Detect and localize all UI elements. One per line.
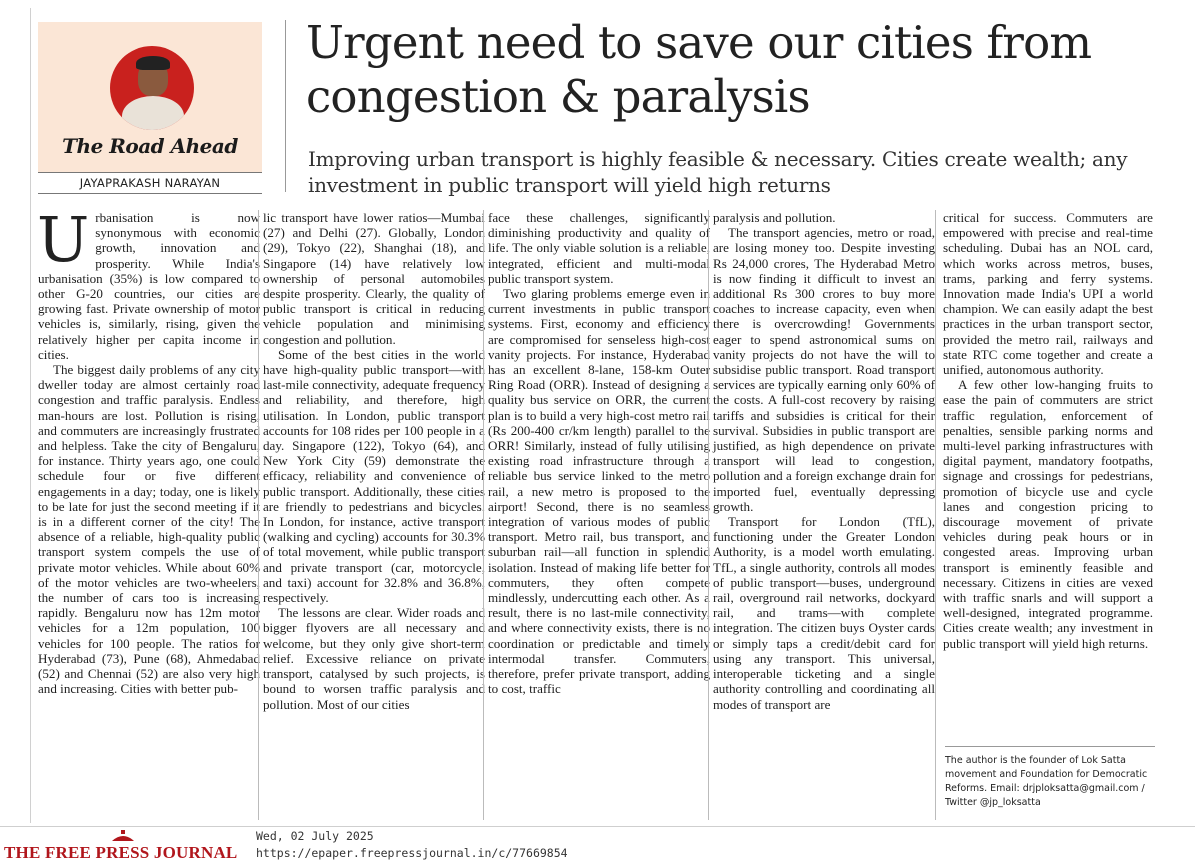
author-note: The author is the founder of Lok Satta movement and Foundation for Democratic Reforms. Email: drjploksatta@gmail.com / Twitter @jp_loksatta: [945, 746, 1155, 810]
article-column-1: [37, 203, 260, 697]
byline-rule: [38, 193, 262, 194]
paragraph: critical for success. Commuters are empowered with precise and real-time scheduling. Dubai has an NOL card, which works across metros, buses, trams, parking and ferry systems. Innovation made India's UPI a world champion. We can easily adapt the best practices in the urban transport sector, provided the metro rail, railways and state RTC come together and create a unified, autonomous authority.: [943, 210, 1153, 378]
paragraph: Transport for London (TfL), functioning under the Greater London Authority, is a model worth emulating. TfL, a single authority, controls all modes of public transport—buses, underground rail, overground rail networks, dockyard rail, and trams—with complete integration. The citizen buys Oyster cards or simply taps a credit/debit card for using any transport. This universal, interoperable ticketing and a single authority controlling and coordinating all modes of transport are: [713, 514, 935, 712]
print-date: Wed, 02 July 2025: [256, 829, 374, 843]
paragraph: A few other low-hanging fruits to ease the pain of commuters are strict traffic regulation, enforcement of penalties, sensible parking norms and multi-level parking infrastructures with digital payment, mandatory footpaths, signage and crossings for pedestrians, promotion of bicycle use and cycle lanes and congestion pricing to discourage movement of private vehicles during peak hours or in congested areas. Improving urban transport is eminently feasible and necessary. Citizens in cities are vexed with traffic snarls and will support a well-designed, integrated programme. Cities create wealth; any investment in public transport will yield high returns.: [943, 377, 1153, 651]
paragraph: The lessons are clear. Wider roads and bigger flyovers are all necessary and welcome, but they only give short-term relief. Excessive reliance on private transport, catalysed by such projects, is bound to worsen traffic paralysis and pollution. Most of our cities: [263, 605, 485, 712]
paragraph: The transport agencies, metro or road, are losing money too. Despite investing Rs 24,000 crores, The Hyderabad Metro is now finding it difficult to invest an additional Rs 300 crores to buy more coaches to increase capacity, even when there is overcrowding! Governments eager to spend astronomical sums on vanity projects do not have the will to subsidise public transport. Road transport services are typically earning only 60% of the costs. A full-cost recovery by raising tariffs and subsidies is critical for their survival. Subsidies in public transport are justified, as high dependence on private transport will lead to congestion, pollution and a foreign exchange drain for imported fuel, eventually depressing growth.: [713, 225, 935, 514]
paragraph: Two glaring problems emerge even in current investments in public transport systems. First, economy and efficiency are compromised for senseless high-cost vanity projects. For instance, Hyderabad has an excellent 8-lane, 158-km Outer Ring Road (ORR). Instead of designing a quality bus service on ORR, the current plan is to build a very high-cost metro rail (Rs 200-400 cr/km length) parallel to the ORR! Similarly, instead of fully utilising existing road infrastructure through a reliable bus service linked to the metro rail, a new metro is proposed to the airport! Second, there is no seamless integration of various modes of public transport. Metro rail, bus transport, and suburban rail—all function in splendid isolation. Instead of making life better for commuters, they often compete mindlessly, undercutting each other. As a result, there is no last-mile connectivity, and where connectivity exists, there is no coordination or predictable and timely intermodal transfer. Commuters, therefore, prefer private transport, adding to cost, traffic: [488, 286, 710, 697]
footer-rule: [0, 826, 1195, 827]
standfirst: Improving urban transport is highly feasible & necessary. Cities create wealth; any investment in public transport will yield high returns: [308, 147, 1128, 197]
source-url[interactable]: https://epaper.freepressjournal.in/c/77669854: [256, 846, 568, 860]
column-name: The Road Ahead: [62, 134, 238, 158]
column-divider: [935, 210, 936, 820]
article-column-5: [943, 210, 1153, 651]
column-divider: [258, 210, 259, 820]
article-column-2: [263, 210, 485, 712]
headline: Urgent need to save our cities from congestion & paralysis: [306, 16, 1092, 123]
author-byline: JAYAPRAKASH NARAYAN: [79, 176, 221, 190]
author-photo: [110, 46, 194, 130]
paragraph: The biggest daily problems of any city dweller today are almost certainly road congestion and traffic paralysis. Endless man-hours are lost. Pollution is rising, and commuters are increasingly frustrated and helpless. Take the city of Bengaluru, for instance. Thirty years ago, one could schedule four or five different engagements in a day; today, one is likely to be late for just the second meeting if it is in a different corner of the city! The absence of a reliable, high-quality public transport system compels the use of private motor vehicles. While about 60% of the motor vehicles are two-wheelers, the number of cars too is increasing rapidly. Bengaluru now has 12m motor vehicles for a 12m population, 100 vehicles for 100 people. The ratios for Hyderabad (73), Pune (68), Ahmedabad (52) and Chennai (52) are also very high and increasing. Cities with better pub-: [38, 362, 260, 697]
byline-rule: [38, 172, 262, 173]
paragraph: Urbanisation is now synonymous with economic growth, innovation and prosperity. While India's urbanisation (35%) is low compared to other G-20 countries, our cities are growing fast. Private ownership of motor vehicles is, similarly, rising, given the relatively higher per capita income in cities.: [37, 203, 260, 362]
publication-logo: THE FREE PRESS JOURNAL: [4, 843, 238, 862]
header-divider: [285, 20, 286, 192]
paragraph: Some of the best cities in the world have high-quality public transport—with last-mile connectivity, adequate frequency and reliability, and therefore, high utilisation. In London, public transport accounts for 108 rides per 100 people in a day. Singapore (122), Tokyo (64), and New York City (59) demonstrate the efficacy, reliability and convenience of public transport. Additionally, these cities are friendly to pedestrians and bicycles. In London, for instance, active transport (walking and cycling) accounts for 30.3% of total movement, while public transport and private transport (car, motorcycle, and taxi) account for 32.8% and 36.8%, respectively.: [263, 346, 485, 606]
lamp-emblem-icon: [110, 829, 136, 843]
column-divider: [483, 210, 484, 820]
paragraph: lic transport have lower ratios—Mumbai (27) and Delhi (27). Globally, London (29), Tokyo (22), Shanghai (18), and Singapore (14) have relatively low ownership of personal automobiles despite prosperity. Clearly, the quality of public transport is critical in reducing vehicle population and minimising congestion and pollution.: [263, 210, 485, 347]
paragraph: paralysis and pollution.: [713, 210, 836, 225]
paragraph: face these challenges, significantly diminishing productivity and quality of life. The only viable solution is a reliable, integrated, efficient and multi-modal public transport system.: [488, 210, 710, 286]
article-column-4: [713, 210, 935, 712]
drop-cap: U: [37, 203, 90, 276]
article-column-3: [488, 210, 710, 697]
column-divider: [708, 210, 709, 820]
columnist-box: [38, 22, 262, 172]
